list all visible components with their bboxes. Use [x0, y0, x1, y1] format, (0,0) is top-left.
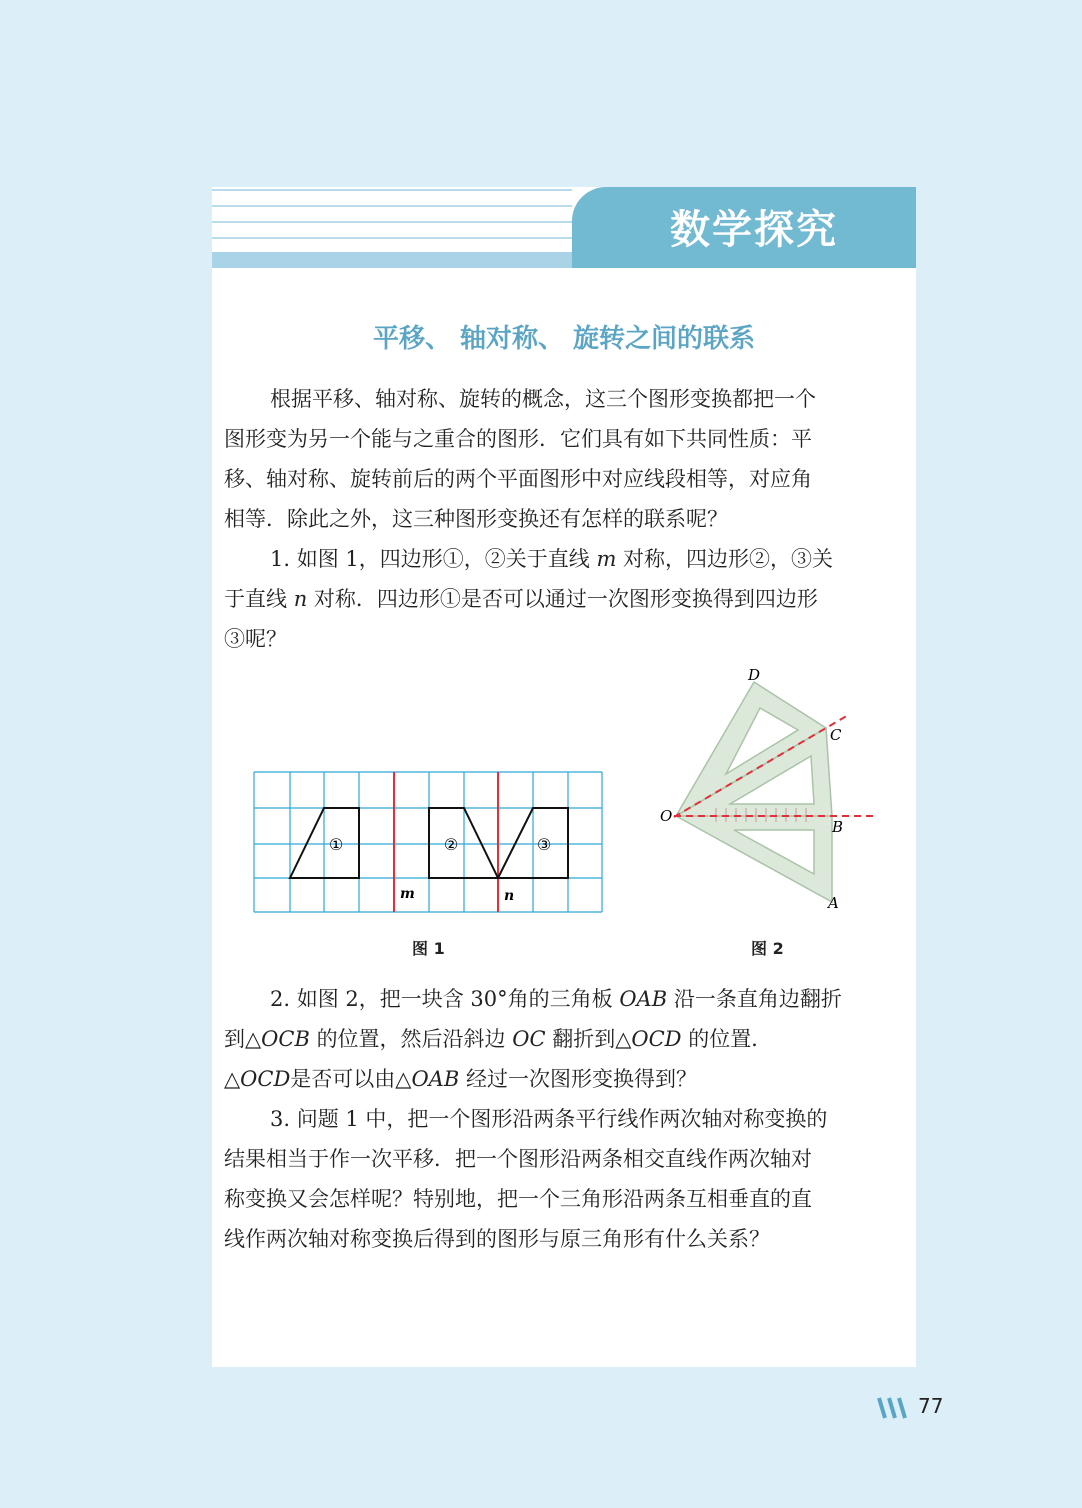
q1-var-m: m	[596, 547, 617, 571]
page-marker-icon	[876, 1396, 916, 1420]
header-stripe	[212, 205, 572, 207]
label-m: m	[400, 886, 415, 902]
q2-text: 2. 如图 2，把一块含 30°角的三角板	[270, 987, 613, 1011]
question-2	[224, 979, 908, 1099]
intro-paragraph	[224, 379, 908, 539]
header-stripe	[212, 221, 572, 223]
q2-text: 翻折到△	[552, 1027, 632, 1051]
header-stripe	[212, 237, 572, 239]
point-a: A	[828, 894, 839, 912]
figure-1	[250, 768, 608, 918]
page-number: 77	[918, 1394, 944, 1418]
q2-text: △	[224, 1067, 241, 1091]
q2-var: OAB	[411, 1067, 460, 1091]
q2-text: 到△	[224, 1027, 262, 1051]
intro-line-2: 图形变为另一个能与之重合的图形．它们具有如下共同性质：平	[224, 427, 812, 451]
q1-text: 于直线	[224, 587, 287, 611]
q3-line-4: 线作两次轴对称变换后得到的图形与原三角形有什么关系？	[224, 1227, 770, 1251]
figure-2	[656, 664, 878, 914]
label-3: ③	[536, 835, 552, 854]
point-b: B	[832, 818, 844, 836]
label-1: ①	[328, 835, 344, 854]
q1-text: 对称．四边形①是否可以通过一次图形变换得到四边形	[313, 587, 818, 611]
intro-line-3: 移、轴对称、旋转前后的两个平面图形中对应线段相等，对应角	[224, 467, 812, 491]
q2-var: OAB	[619, 987, 668, 1011]
question-1	[224, 539, 908, 659]
q2-var: OC	[512, 1027, 546, 1051]
point-o: O	[660, 807, 673, 825]
label-n: n	[504, 888, 515, 904]
label-2: ②	[443, 835, 459, 854]
q3-line-1: 3. 问题 1 中，把一个图形沿两条平行线作两次轴对称变换的	[270, 1107, 828, 1131]
section-title: 平移、 轴对称、 旋转之间的联系	[372, 324, 756, 354]
q2-text: 经过一次图形变换得到？	[465, 1067, 697, 1091]
intro-line-4: 相等．除此之外，这三种图形变换还有怎样的联系呢？	[224, 507, 728, 531]
header-title: 数学探究	[670, 207, 838, 253]
figure-1-caption: 图 1	[412, 939, 445, 958]
point-d: D	[748, 666, 761, 684]
q1-text: ③呢？	[224, 627, 287, 651]
q1-var-n: n	[293, 587, 308, 611]
header-stripe	[212, 189, 572, 191]
q1-text: 1. 如图 1，四边形①，②关于直线	[270, 547, 590, 571]
q3-line-2: 结果相当于作一次平移．把一个图形沿两条相交直线作两次轴对	[224, 1147, 812, 1171]
q2-var: OCD	[631, 1027, 682, 1051]
q2-var: OCD	[240, 1067, 291, 1091]
figure-2-caption: 图 2	[751, 939, 784, 958]
triangle-oab	[676, 816, 832, 902]
q2-text: 是否可以由△	[290, 1067, 412, 1091]
q2-text: 的位置．	[688, 1027, 773, 1051]
intro-line-1: 根据平移、轴对称、旋转的概念，这三个图形变换都把一个	[270, 387, 816, 411]
q2-text: 的位置，然后沿斜边	[316, 1027, 506, 1051]
triangle-boards	[676, 682, 832, 902]
question-3	[224, 1099, 908, 1259]
q2-var: OCB	[261, 1027, 310, 1051]
q3-line-3: 称变换又会怎样呢？特别地，把一个三角形沿两条互相垂直的直	[224, 1187, 812, 1211]
q1-text: 对称，四边形②，③关	[623, 547, 834, 571]
point-c: C	[830, 726, 842, 744]
q2-text: 沿一条直角边翻折	[673, 987, 842, 1011]
